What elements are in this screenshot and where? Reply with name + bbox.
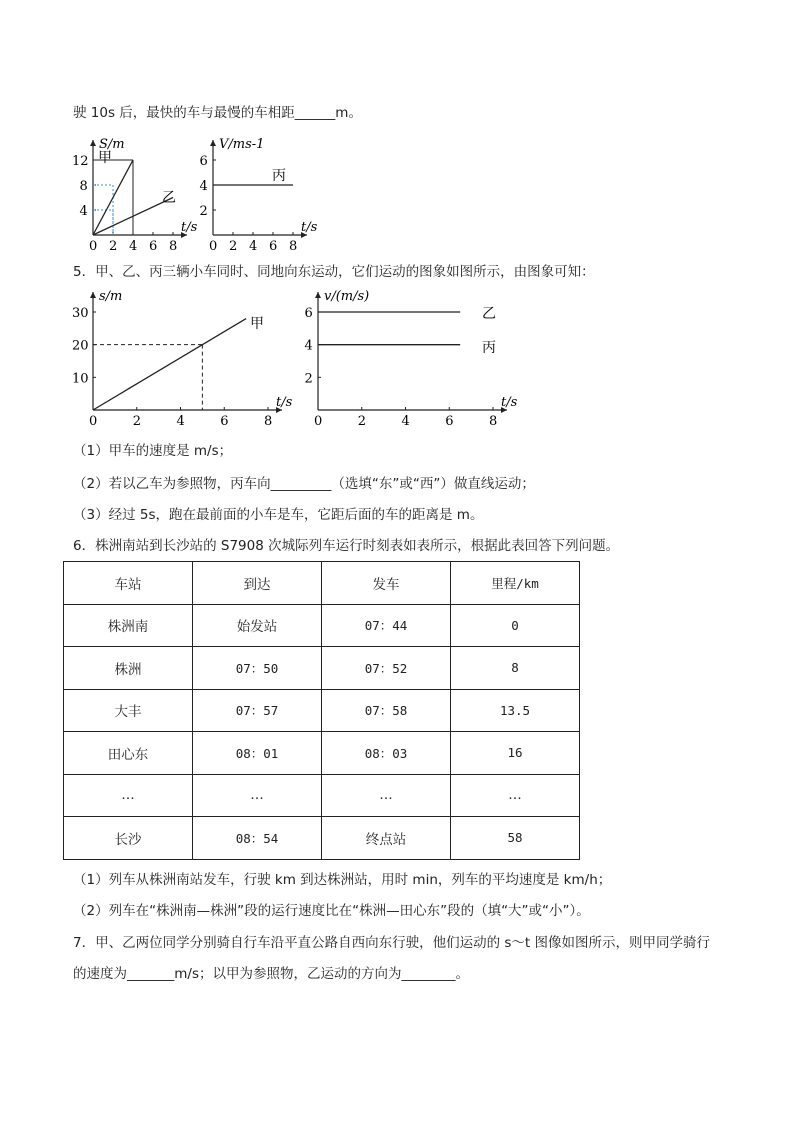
y-tick-label: 6 [199, 154, 208, 169]
q5-stem: 5．甲、乙、丙三辆小车同时、同地向东运动，它们运动的图象如图所示，由图象可知： [73, 264, 595, 280]
y-axis-label: S/m [99, 137, 125, 152]
table-cell: 长沙 [64, 817, 193, 860]
x-axis-label: t/s [276, 395, 293, 410]
x-tick-label: 4 [176, 414, 185, 428]
y-axis-arrow [90, 292, 96, 298]
x-tick-label: 6 [220, 414, 229, 428]
y-axis-label: v/(m/s) [324, 289, 370, 304]
x-tick-label: 0 [89, 239, 98, 250]
y-tick-label: 8 [79, 179, 88, 194]
x-tick-label: 0 [89, 414, 98, 428]
q5-part3: （3）经过 5s，跑在最前面的小车是车，它距后面的车的距离是 m。 [73, 507, 484, 523]
x-tick-label: 2 [357, 414, 367, 428]
series-label: 乙 [162, 190, 176, 206]
table-cell: … [451, 774, 580, 817]
x-tick-label: 2 [132, 414, 142, 428]
x-tick-label: 4 [129, 239, 138, 250]
series-label: 丙 [482, 340, 496, 356]
table-cell: 07：57 [193, 689, 322, 732]
chart-1-st [60, 130, 200, 250]
x-tick-label: 2 [109, 239, 118, 250]
table-cell: 07：58 [322, 689, 451, 732]
table-cell: 大丰 [64, 689, 193, 732]
y-tick-label: 4 [79, 204, 88, 219]
x-tick-label: 0 [314, 414, 323, 428]
series-line-0 [93, 319, 246, 410]
table-header: 车站 [64, 562, 193, 605]
table-row [64, 604, 580, 647]
y-tick-label: 4 [199, 179, 208, 194]
table-cell: … [193, 774, 322, 817]
table-cell: … [64, 774, 193, 817]
table-cell: 株洲 [64, 647, 193, 690]
table-cell: 0 [451, 604, 580, 647]
x-tick-label: 8 [289, 239, 298, 250]
table-cell: 田心东 [64, 732, 193, 775]
table-cell: 终点站 [322, 817, 451, 860]
table-cell: 13.5 [451, 689, 580, 732]
chart-2-vt [190, 130, 330, 250]
series-label: 丙 [272, 168, 286, 184]
q4-tail-text: 驶 10s 后，最快的车与最慢的车相距______m。 [73, 105, 362, 121]
y-tick-label: 4 [304, 338, 313, 354]
table-cell: 08：03 [322, 732, 451, 775]
table-row [64, 732, 580, 775]
y-tick-label: 12 [72, 154, 89, 169]
table-cell: 58 [451, 817, 580, 860]
table-header: 里程/km [451, 562, 580, 605]
table-row [64, 647, 580, 690]
y-axis-arrow [315, 292, 321, 298]
table-cell: 08：01 [193, 732, 322, 775]
timetable [63, 561, 580, 860]
table-header: 到达 [193, 562, 322, 605]
x-tick-label: 6 [149, 239, 158, 250]
table-cell: 始发站 [193, 604, 322, 647]
table-row [64, 817, 580, 860]
x-tick-label: 6 [445, 414, 454, 428]
x-tick-label: 8 [169, 239, 178, 250]
q5-part2: （2）若以乙车为参照物，丙车向_________（选填“东”或“西”）做直线运动； [73, 476, 535, 492]
table-row [64, 774, 580, 817]
x-tick-label: 2 [229, 239, 238, 250]
chart-3-st [60, 288, 300, 428]
y-tick-label: 2 [304, 371, 313, 387]
table-cell: 07：44 [322, 604, 451, 647]
table-cell: 株洲南 [64, 604, 193, 647]
q6-part1: （1）列车从株洲南站发车，行驶 km 到达株洲站，用时 min，列车的平均速度是 km/h； [73, 872, 612, 888]
q6-stem: 6．株洲南站到长沙站的 S7908 次城际列车运行时刻表如表所示，根据此表回答下列问题。 [73, 538, 620, 554]
y-tick-label: 6 [304, 306, 313, 321]
table-header: 发车 [322, 562, 451, 605]
y-tick-label: 10 [72, 371, 89, 387]
q7-stem-line2: 的速度为_______m/s；以甲为参照物，乙运动的方向为________。 [73, 966, 469, 982]
y-tick-label: 30 [72, 306, 89, 321]
x-tick-label: 6 [269, 239, 278, 250]
x-tick-label: 4 [401, 414, 410, 428]
table-cell: 07：52 [322, 647, 451, 690]
series-label: 乙 [482, 306, 496, 322]
series-label: 甲 [250, 316, 264, 332]
y-tick-label: 20 [72, 338, 89, 354]
x-axis-label: t/s [301, 220, 318, 235]
q7-stem-line1: 7．甲、乙两位同学分别骑自行车沿平直公路自西向东行驶，他们运动的 s～t 图像如图所示，则甲同学骑行 [73, 935, 710, 951]
y-axis-label: V/ms-1 [219, 137, 265, 152]
table-cell: 08：54 [193, 817, 322, 860]
q5-part1: （1）甲车的速度是 m/s； [73, 443, 233, 459]
q6-part2: （2）列车在“株洲南—株洲”段的运行速度比在“株洲—田心东”段的（填“大”或“小”）。 [73, 903, 590, 919]
table-cell: 07：50 [193, 647, 322, 690]
series-label: 甲 [98, 150, 112, 166]
y-axis-label: s/m [99, 289, 123, 304]
y-axis-arrow [210, 140, 216, 146]
x-tick-label: 8 [489, 414, 498, 428]
table-cell: … [322, 774, 451, 817]
x-axis-label: t/s [501, 395, 518, 410]
x-tick-label: 4 [249, 239, 258, 250]
table-cell: 16 [451, 732, 580, 775]
x-axis-label: t/s [181, 220, 198, 235]
table-cell: 8 [451, 647, 580, 690]
table-header-row [64, 562, 580, 605]
x-tick-label: 0 [209, 239, 218, 250]
y-axis-arrow [90, 140, 96, 146]
x-tick-label: 8 [264, 414, 273, 428]
y-tick-label: 2 [199, 204, 208, 219]
chart-4-vt [300, 288, 540, 428]
table-row [64, 689, 580, 732]
